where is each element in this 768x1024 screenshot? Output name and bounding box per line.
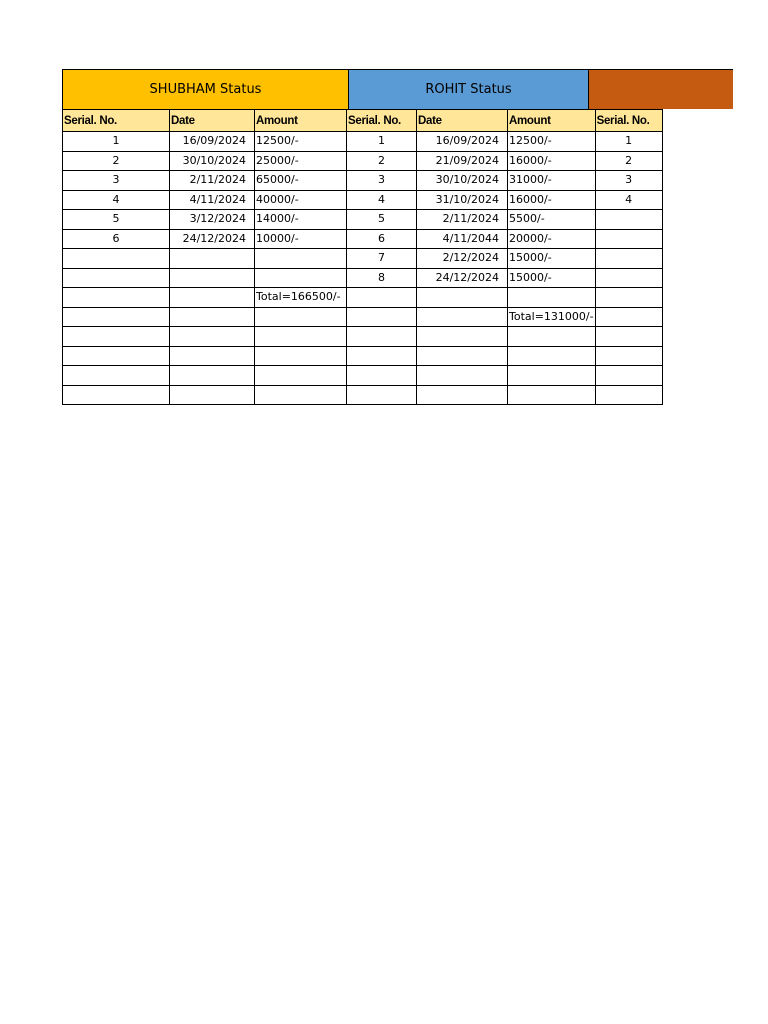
shubham-amount-cell[interactable] (255, 366, 347, 386)
rohit-serial-no-cell[interactable]: 8 (347, 268, 417, 288)
shubham-amount-cell[interactable] (255, 307, 347, 327)
rohit-serial-no-cell[interactable]: 7 (347, 249, 417, 269)
shubham-serial-no-cell[interactable] (63, 385, 170, 405)
rohit-serial-no-header[interactable]: Serial. No. (347, 110, 417, 132)
third-serial-no-cell[interactable] (595, 366, 662, 386)
rohit-serial-no-cell[interactable] (347, 385, 417, 405)
rohit-date-cell[interactable]: 4/11/2044 (417, 229, 508, 249)
shubham-serial-no-cell[interactable]: 3 (63, 171, 170, 191)
rohit-amount-cell[interactable]: 15000/- (508, 249, 596, 269)
rohit-serial-no-cell[interactable]: 3 (347, 171, 417, 191)
rohit-date-cell[interactable] (417, 385, 508, 405)
shubham-status-header[interactable] (62, 69, 348, 109)
table-row (63, 132, 663, 152)
rohit-date-cell[interactable]: 2/11/2024 (417, 210, 508, 230)
rohit-amount-cell[interactable]: 31000/- (508, 171, 596, 191)
shubham-date-cell[interactable] (170, 307, 255, 327)
rohit-date-cell[interactable]: 2/12/2024 (417, 249, 508, 269)
table-row (63, 171, 663, 191)
status-table (62, 109, 663, 405)
rohit-date-cell[interactable]: 30/10/2024 (417, 171, 508, 191)
shubham-amount-cell[interactable]: 40000/- (255, 190, 347, 210)
rohit-date-cell[interactable] (417, 366, 508, 386)
rohit-amount-cell[interactable] (508, 346, 596, 366)
shubham-serial-no-cell[interactable]: 5 (63, 210, 170, 230)
shubham-amount-header[interactable]: Amount (255, 110, 347, 132)
rohit-serial-no-cell[interactable]: 2 (347, 151, 417, 171)
shubham-amount-cell[interactable] (255, 346, 347, 366)
rohit-amount-cell[interactable]: 16000/- (508, 151, 596, 171)
shubham-status-title: SHUBHAM Status (149, 82, 262, 97)
shubham-amount-cell[interactable] (255, 268, 347, 288)
table-row (63, 366, 663, 386)
column-header-row (63, 110, 663, 132)
table-row (63, 190, 663, 210)
shubham-amount-cell[interactable]: Total=166500/- (255, 288, 347, 308)
shubham-amount-cell[interactable]: 25000/- (255, 151, 347, 171)
shubham-serial-no-cell[interactable] (63, 288, 170, 308)
rohit-serial-no-cell[interactable]: 5 (347, 210, 417, 230)
rohit-serial-no-cell[interactable] (347, 288, 417, 308)
shubham-serial-no-cell[interactable] (63, 307, 170, 327)
third-serial-no-cell[interactable] (595, 268, 662, 288)
shubham-amount-cell[interactable] (255, 327, 347, 347)
rohit-date-header[interactable]: Date (417, 110, 508, 132)
table-row (63, 307, 663, 327)
shubham-amount-cell[interactable] (255, 385, 347, 405)
table-row (63, 268, 663, 288)
rohit-amount-cell[interactable] (508, 385, 596, 405)
rohit-amount-cell[interactable]: 20000/- (508, 229, 596, 249)
rohit-date-cell[interactable]: 16/09/2024 (417, 132, 508, 152)
third-status-header[interactable] (588, 69, 733, 109)
shubham-amount-cell[interactable] (255, 249, 347, 269)
third-serial-no-cell[interactable] (595, 210, 662, 230)
third-serial-no-cell[interactable] (595, 346, 662, 366)
shubham-date-cell[interactable]: 4/11/2024 (170, 190, 255, 210)
rohit-date-cell[interactable]: 21/09/2024 (417, 151, 508, 171)
rohit-serial-no-cell[interactable]: 6 (347, 229, 417, 249)
shubham-serial-no-cell[interactable] (63, 346, 170, 366)
shubham-date-cell[interactable]: 30/10/2024 (170, 151, 255, 171)
shubham-serial-no-cell[interactable] (63, 327, 170, 347)
third-serial-no-cell[interactable] (595, 288, 662, 308)
rohit-status-header[interactable] (348, 69, 588, 109)
shubham-serial-no-cell[interactable]: 4 (63, 190, 170, 210)
shubham-date-header[interactable]: Date (170, 110, 255, 132)
third-serial-no-cell[interactable] (595, 385, 662, 405)
rohit-amount-cell[interactable]: 15000/- (508, 268, 596, 288)
third-serial-no-cell[interactable] (595, 327, 662, 347)
shubham-serial-no-cell[interactable]: 1 (63, 132, 170, 152)
shubham-date-cell[interactable] (170, 268, 255, 288)
rohit-amount-cell[interactable]: 16000/- (508, 190, 596, 210)
shubham-date-cell[interactable] (170, 327, 255, 347)
third-serial-no-cell[interactable]: 1 (595, 132, 662, 152)
rohit-status-title: ROHIT Status (425, 82, 512, 97)
table-row (63, 229, 663, 249)
rohit-amount-cell[interactable]: Total=131000/- (508, 307, 596, 327)
rohit-serial-no-cell[interactable] (347, 327, 417, 347)
shubham-serial-no-cell[interactable] (63, 249, 170, 269)
shubham-amount-cell[interactable]: 65000/- (255, 171, 347, 191)
shubham-serial-no-cell[interactable]: 6 (63, 229, 170, 249)
shubham-date-cell[interactable] (170, 385, 255, 405)
shubham-amount-cell[interactable]: 10000/- (255, 229, 347, 249)
table-row (63, 151, 663, 171)
rohit-serial-no-cell[interactable]: 1 (347, 132, 417, 152)
shubham-serial-no-cell[interactable] (63, 268, 170, 288)
shubham-serial-no-cell[interactable] (63, 366, 170, 386)
table-row (63, 288, 663, 308)
rohit-amount-cell[interactable] (508, 366, 596, 386)
shubham-date-cell[interactable] (170, 346, 255, 366)
rohit-amount-header[interactable]: Amount (508, 110, 596, 132)
table-row (63, 249, 663, 269)
rohit-amount-cell[interactable] (508, 327, 596, 347)
rohit-date-cell[interactable]: 31/10/2024 (417, 190, 508, 210)
third-serial-no-cell[interactable]: 3 (595, 171, 662, 191)
third-serial-no-cell[interactable] (595, 307, 662, 327)
shubham-serial-no-header[interactable]: Serial. No. (63, 110, 170, 132)
table-row (63, 210, 663, 230)
shubham-date-cell[interactable]: 2/11/2024 (170, 171, 255, 191)
shubham-date-cell[interactable]: 3/12/2024 (170, 210, 255, 230)
table-row (63, 327, 663, 347)
shubham-date-cell[interactable]: 16/09/2024 (170, 132, 255, 152)
shubham-amount-cell[interactable]: 14000/- (255, 210, 347, 230)
rohit-date-cell[interactable] (417, 307, 508, 327)
third-serial-no-cell[interactable]: 2 (595, 151, 662, 171)
table-row (63, 385, 663, 405)
third-serial-no-cell[interactable] (595, 249, 662, 269)
rohit-serial-no-cell[interactable] (347, 346, 417, 366)
rohit-amount-cell[interactable]: 5500/- (508, 210, 596, 230)
rohit-serial-no-cell[interactable] (347, 307, 417, 327)
shubham-amount-cell[interactable]: 12500/- (255, 132, 347, 152)
table-row (63, 346, 663, 366)
third-serial-no-cell[interactable] (595, 229, 662, 249)
rohit-serial-no-cell[interactable]: 4 (347, 190, 417, 210)
third-serial-no-header[interactable]: Serial. No. (595, 110, 662, 132)
shubham-date-cell[interactable] (170, 366, 255, 386)
rohit-date-cell[interactable] (417, 346, 508, 366)
rohit-date-cell[interactable]: 24/12/2024 (417, 268, 508, 288)
rohit-date-cell[interactable] (417, 288, 508, 308)
rohit-amount-cell[interactable] (508, 288, 596, 308)
shubham-date-cell[interactable] (170, 288, 255, 308)
shubham-date-cell[interactable] (170, 249, 255, 269)
shubham-date-cell[interactable]: 24/12/2024 (170, 229, 255, 249)
third-serial-no-cell[interactable]: 4 (595, 190, 662, 210)
shubham-serial-no-cell[interactable]: 2 (63, 151, 170, 171)
rohit-amount-cell[interactable]: 12500/- (508, 132, 596, 152)
rohit-serial-no-cell[interactable] (347, 366, 417, 386)
rohit-date-cell[interactable] (417, 327, 508, 347)
